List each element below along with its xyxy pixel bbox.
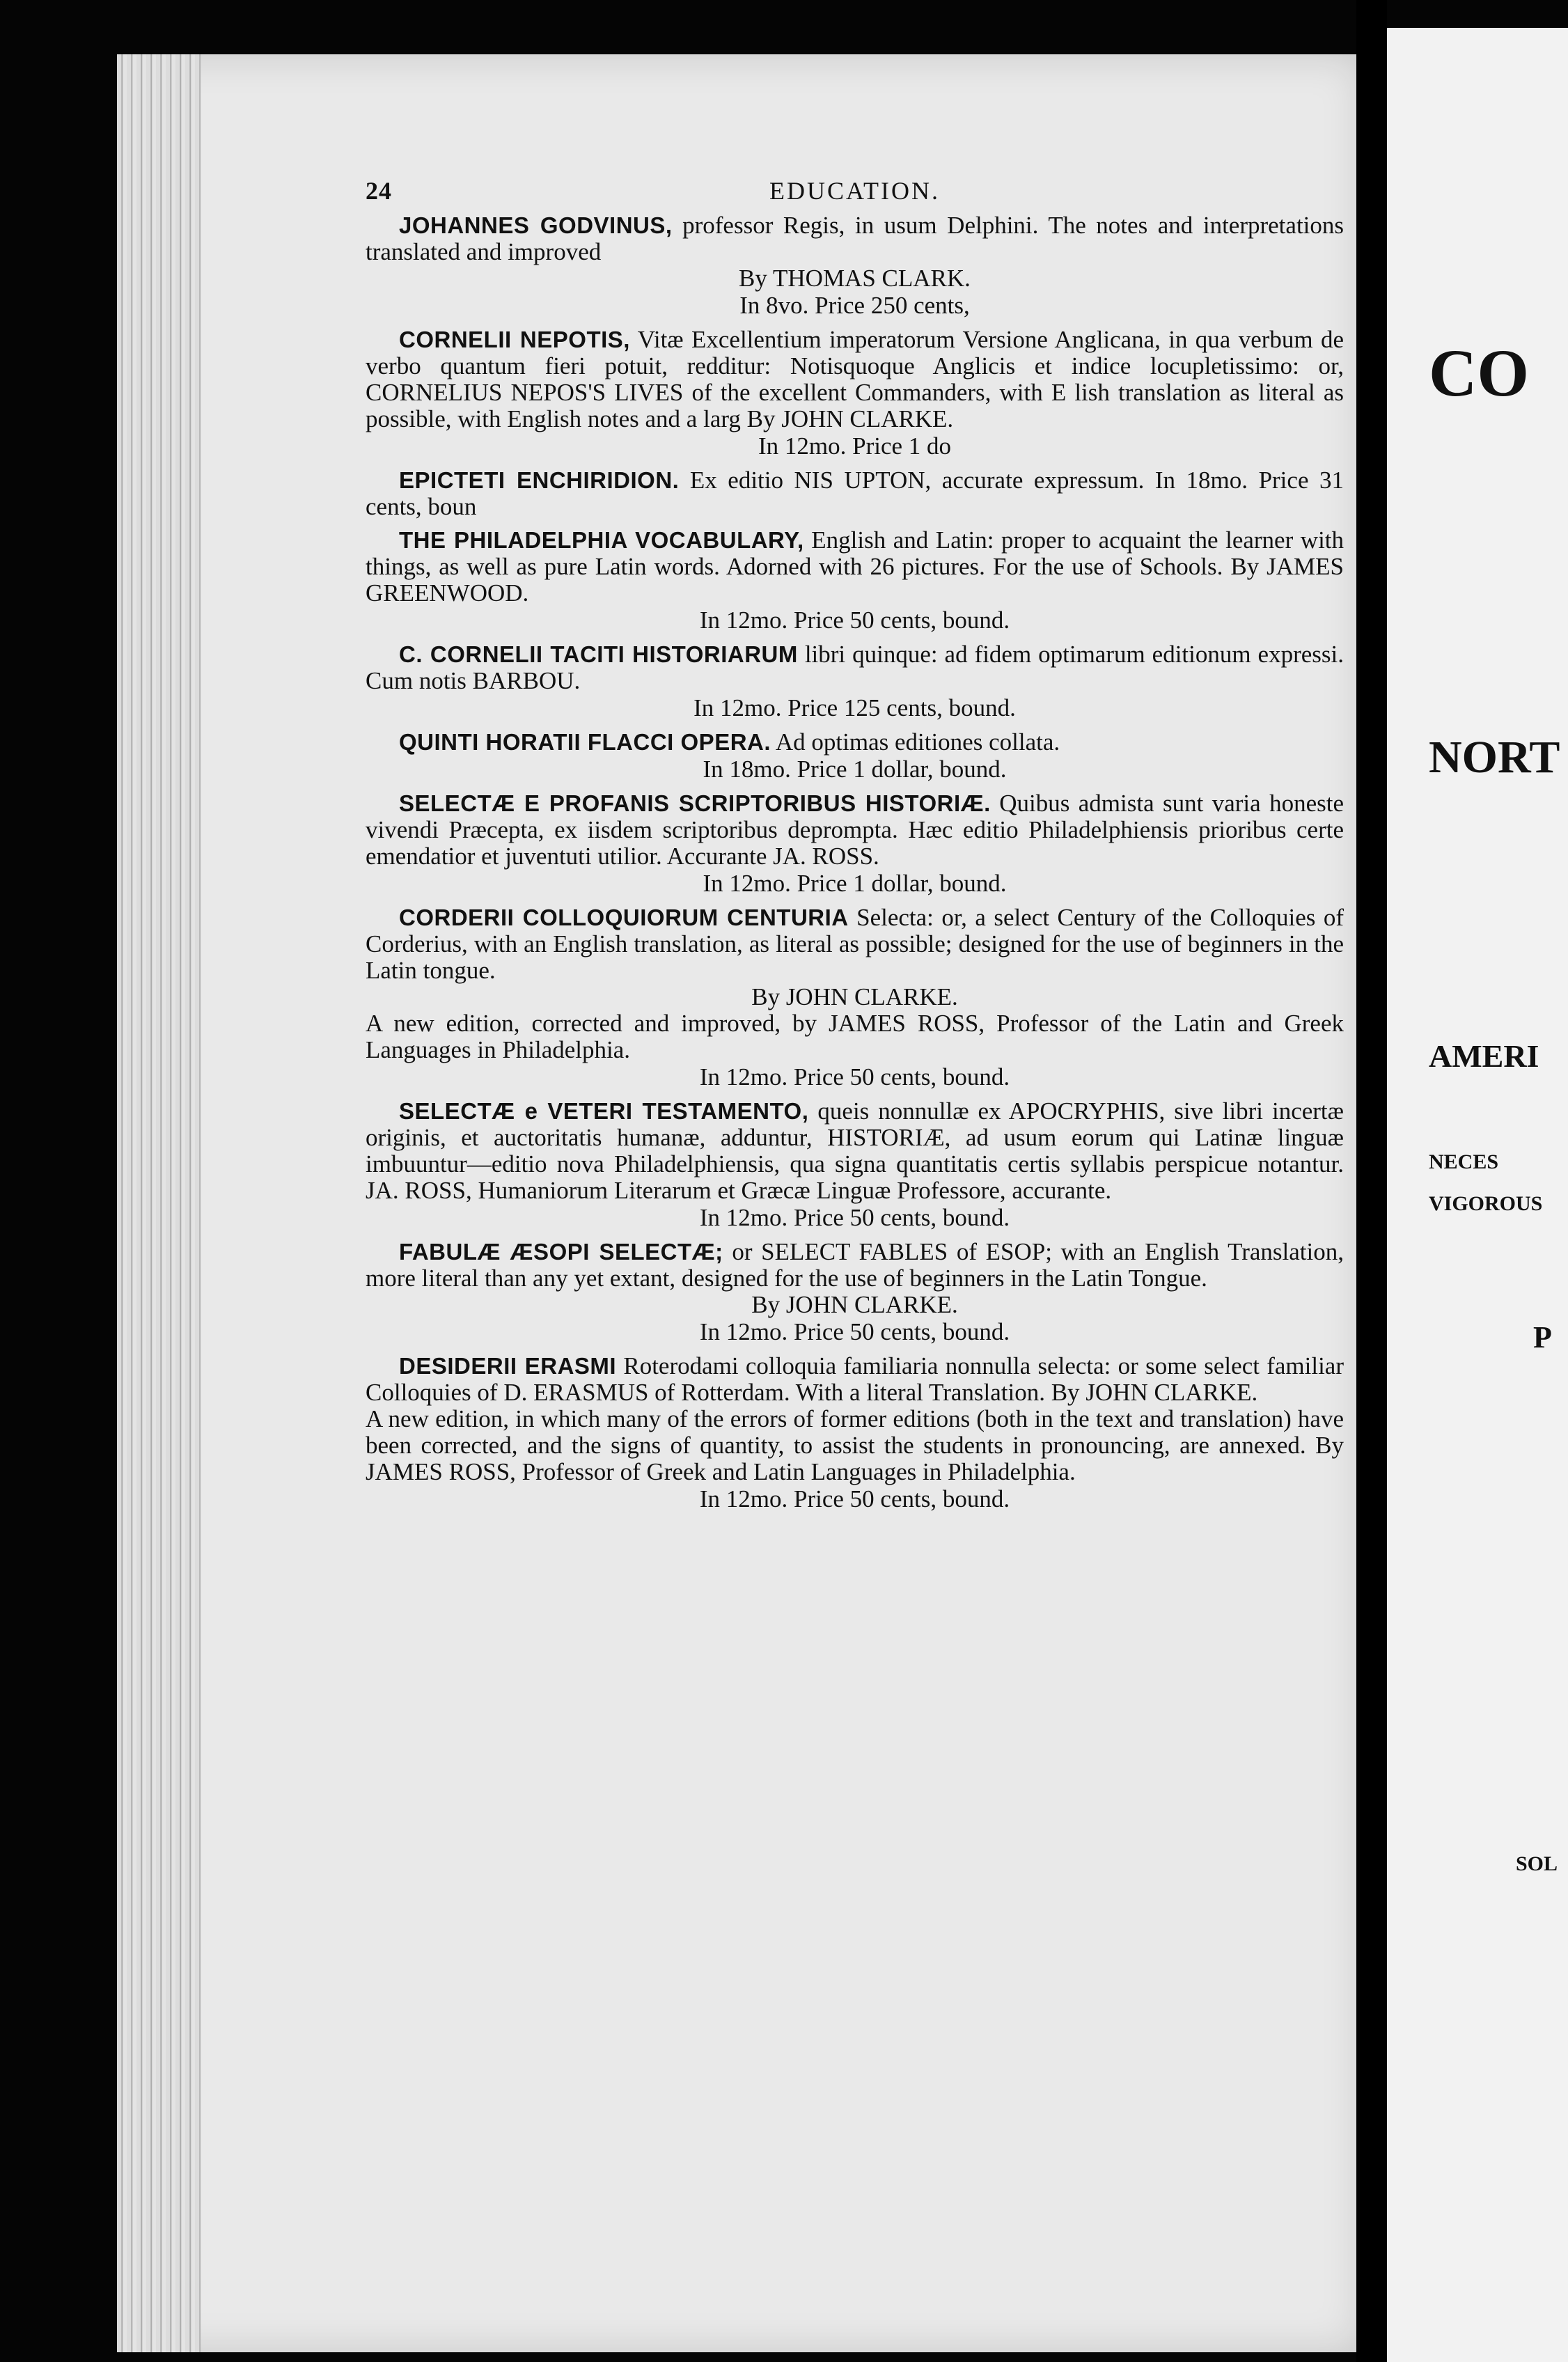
entry-credit: By JOHN CLARKE. <box>751 983 958 1010</box>
entry-price: In 12mo. Price 50 cents, bound. <box>699 607 1010 634</box>
entry-paragraph <box>366 527 1344 607</box>
entry-body: Roterodami colloquia familiaria nonnulla selecta: or some select familiar Colloquies of D. ERASMUS of Rotterdam. With a literal Translation. By JOHN CLARKE. <box>366 1352 1344 1406</box>
entry-price: In 12mo. Price 50 cents, bound. <box>699 1318 1010 1345</box>
entry-body: professor Regis, in usum Delphini. The notes and interpretations translated and improved <box>366 212 1344 265</box>
entry-paragraph <box>366 729 1344 756</box>
right-page-fragment: AMERI <box>1429 1038 1539 1074</box>
entry-credit: By JOHN CLARKE. <box>751 1291 958 1318</box>
entry-body: Ex editio NIS UPTON, accurate expressum. In 18mo. Price 31 cents, boun <box>366 467 1344 520</box>
right-page-fragment: P <box>1533 1320 1552 1354</box>
entry-body: libri quinque: ad fidem optimarum editionum expressi. Cum notis BARBOU. <box>366 641 1344 694</box>
catalogue-entry <box>366 1098 1344 1232</box>
catalogue-entries <box>366 212 1344 1513</box>
catalogue-entry <box>366 212 1344 320</box>
entry-paragraph <box>366 641 1344 694</box>
entry-edition-note: A new edition, in which many of the errors of former editions (both in the text and translation) have been corrected, and the signs of quantity, to assist the students in pronouncing, are annexed. By JAMES ROSS, Professor of Greek and Latin Languages in Philadelphia. <box>366 1405 1344 1485</box>
running-title: EDUCATION. <box>769 177 940 205</box>
right-page-fragment: NECES <box>1429 1150 1499 1173</box>
entry-body: or SELECT FABLES of ESOP; with an English Translation, more literal than any yet extant, designed for the use of beginners in the Latin Tongue. <box>366 1238 1344 1292</box>
catalogue-entry <box>366 467 1344 520</box>
book-gutter <box>1356 0 1387 2362</box>
entry-price: In 12mo. Price 50 cents, bound. <box>699 1063 1010 1090</box>
entry-title: QUINTI HORATII FLACCI OPERA. <box>399 729 771 755</box>
entry-body: Quibus admista sunt varia honeste vivendi Præcepta, ex iisdem scriptoribus deprompta. Hæc editio Philadelphiensis prioribus certe emendatior et juventuti utilior. Accurante JA. ROSS. <box>366 790 1344 870</box>
entry-paragraph <box>366 212 1344 265</box>
right-page-fragment: CO <box>1429 336 1529 410</box>
catalogue-entry <box>366 729 1344 783</box>
entry-title: SELECTÆ e VETERI TESTAMENTO, <box>399 1098 809 1124</box>
entry-body: Selecta: or, a select Century of the Colloquies of Corderius, with an English translation, as literal as possible; designed for the use of beginners in the Latin tongue. <box>366 904 1344 984</box>
entry-title: FABULÆ ÆSOPI SELECTÆ; <box>399 1239 723 1265</box>
right-page-fragment: NORT <box>1429 732 1560 783</box>
right-page-fragment: SOL <box>1516 1852 1558 1875</box>
entry-title: CORNELII NEPOTIS, <box>399 327 630 352</box>
entry-title: DESIDERII ERASMI <box>399 1353 617 1379</box>
entry-paragraph <box>366 327 1344 432</box>
right-page <box>1387 28 1568 2362</box>
entry-title: SELECTÆ E PROFANIS SCRIPTORIBUS HISTORIÆ. <box>399 790 991 816</box>
entry-title: C. CORNELII TACITI HISTORIARUM <box>399 641 798 667</box>
entry-body: Vitæ Excellentium imperatorum Versione Anglicana, in qua verbum de verbo quantum fieri potuit, redditur: Notisquoque Anglicis et indice locupletissimo: or, CORNELIUS NEPOS'S LIVES of the excellent Commanders, with E lish translation as literal as possible, with English notes and a larg By JOHN CLARKE. <box>366 326 1344 432</box>
entry-body: English and Latin: proper to acquaint the learner with things, as well as pure Latin words. Adorned with 26 pictures. For the use of Schools. By JAMES GREENWOOD. <box>366 526 1344 607</box>
entry-title: THE PHILADELPHIA VOCABULARY, <box>399 527 804 553</box>
catalogue-entry <box>366 790 1344 898</box>
entry-credit: By THOMAS CLARK. <box>739 265 971 292</box>
entry-price: In 12mo. Price 1 do <box>758 432 952 460</box>
entry-body: Ad optimas editiones collata. <box>775 728 1060 756</box>
page-number: 24 <box>366 177 392 205</box>
page-edges <box>117 54 201 2352</box>
entry-price: In 12mo. Price 125 cents, bound. <box>693 694 1016 721</box>
entry-price: In 18mo. Price 1 dollar, bound. <box>703 756 1007 783</box>
entry-title: JOHANNES GODVINUS, <box>399 212 673 238</box>
right-page-fragment: VIGOROUS <box>1429 1192 1543 1215</box>
running-head <box>366 178 1344 212</box>
entry-paragraph <box>366 467 1344 520</box>
entry-paragraph <box>366 1098 1344 1204</box>
text-block <box>366 178 1344 1520</box>
entry-paragraph <box>366 1239 1344 1292</box>
entry-edition-note: A new edition, corrected and improved, by JAMES ROSS, Professor of the Latin and Greek Languages in Philadelphia. <box>366 1010 1344 1063</box>
entry-body: queis nonnullæ ex APOCRYPHIS, sive libri incertæ originis, et auctoritatis humanæ, adduntur, HISTORIÆ, ad usum eorum qui Latinæ linguæ imbuuntur—editio nova Philadelphiensis, qua signa quantitatis certis syllabis perspicue notantur. JA. ROSS, Humaniorum Literarum et Græcæ Linguæ Professore, accurante. <box>366 1097 1344 1204</box>
catalogue-entry <box>366 905 1344 1091</box>
catalogue-entry <box>366 1239 1344 1346</box>
entry-paragraph <box>366 790 1344 870</box>
entry-title: EPICTETI ENCHIRIDION. <box>399 467 680 493</box>
entry-price: In 12mo. Price 50 cents, bound. <box>699 1204 1010 1231</box>
entry-title: CORDERII COLLOQUIORUM CENTURIA <box>399 905 849 930</box>
entry-price: In 12mo. Price 50 cents, bound. <box>699 1485 1010 1512</box>
catalogue-entry <box>366 527 1344 634</box>
catalogue-entry <box>366 1353 1344 1513</box>
entry-price: In 8vo. Price 250 cents, <box>739 292 970 319</box>
entry-paragraph <box>366 905 1344 984</box>
catalogue-entry <box>366 327 1344 460</box>
entry-price: In 12mo. Price 1 dollar, bound. <box>703 870 1007 897</box>
catalogue-entry <box>366 641 1344 722</box>
entry-paragraph <box>366 1353 1344 1406</box>
